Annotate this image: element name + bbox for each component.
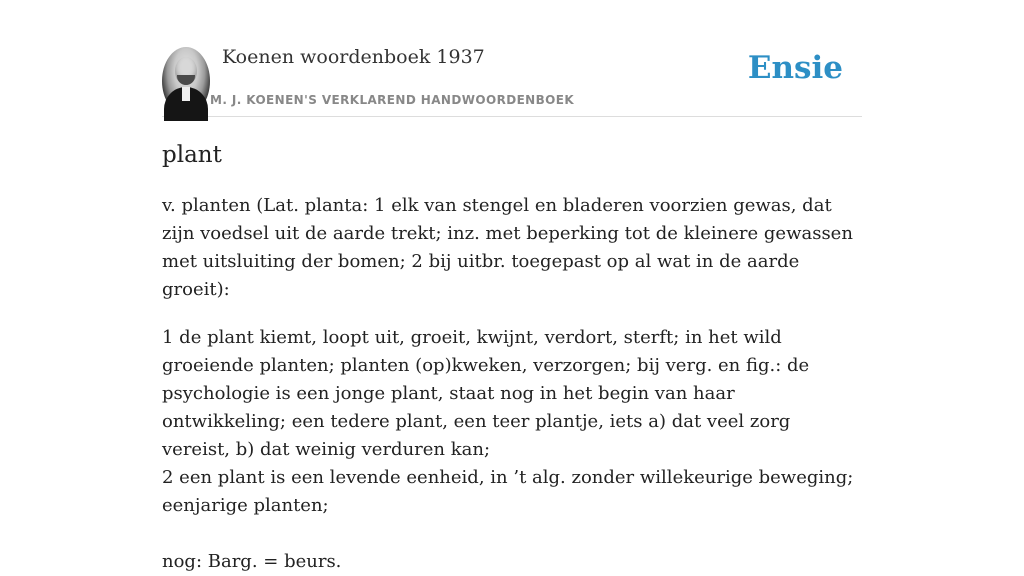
- entry-headword: plant: [162, 142, 222, 168]
- dictionary-subtitle: M. J. KOENEN'S VERKLAREND HANDWOORDENBOEK: [210, 93, 575, 107]
- author-portrait: [162, 47, 210, 115]
- site-header: [162, 46, 862, 117]
- entry-extra-note: nog: Barg. = beurs.: [162, 551, 342, 572]
- entry-sense-2: 2 een plant is een levende eenheid, in ’t alg. zonder willekeurige beweging; eenjarige planten;: [162, 467, 854, 516]
- portrait-collar: [182, 87, 190, 101]
- entry-senses: [162, 324, 862, 520]
- portrait-beard: [177, 75, 195, 85]
- dictionary-title[interactable]: Koenen woordenboek 1937: [222, 46, 485, 68]
- entry-definition: v. planten (Lat. planta: 1 elk van stengel en bladeren voorzien gewas, dat zijn voedsel uit de aarde trekt; inz. met beperking tot de kleinere gewassen met uitsluiting der bomen; 2 bij uitbr. toegepast op al wat in de aarde groeit):: [162, 195, 853, 300]
- ensie-logo-link[interactable]: Ensie: [747, 50, 843, 86]
- entry-content: [162, 138, 862, 576]
- entry-sense-1: 1 de plant kiemt, loopt uit, groeit, kwijnt, verdort, sterft; in het wild groeiende planten; planten (op)kweken, verzorgen; bij verg. en fig.: de psychologie is een jonge plant, staat nog in het begin van haar ontwikkeling; een tedere plant, een teer plantje, iets a) dat veel zorg vereist, b) dat weinig verduren kan;: [162, 327, 810, 460]
